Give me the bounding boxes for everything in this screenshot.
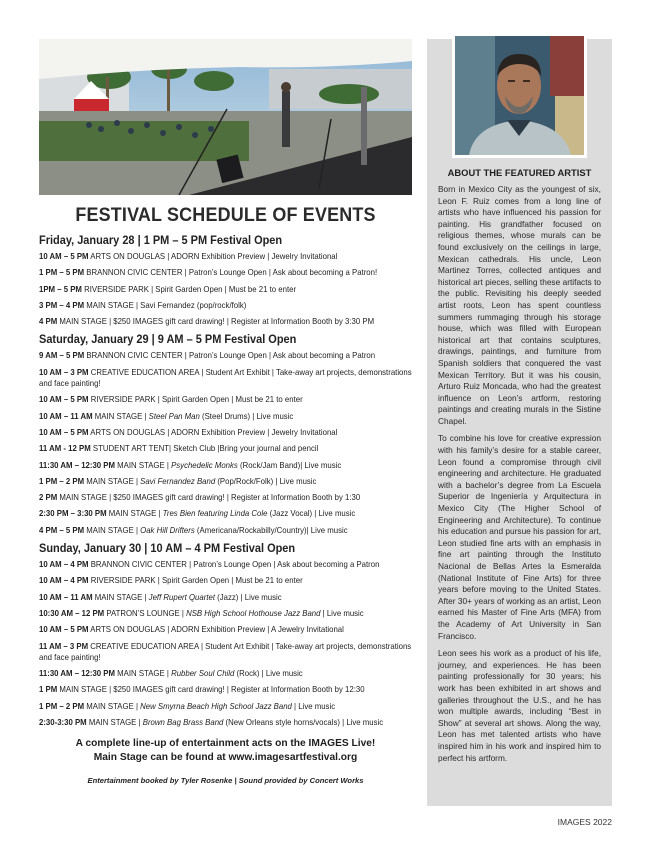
day-heading: Sunday, January 30 | 10 AM – 4 PM Festival Open bbox=[39, 541, 296, 556]
schedule-title: FESTIVAL SCHEDULE OF EVENTS bbox=[75, 204, 376, 226]
bio-paragraph: To combine his love for creative expression with his family’s desire for a stable career, Leon found a compromise through civil engineering and architecture. He graduated with a bachelor’s degree from La Escuela Superior de Ingeniería y Arquitectura in Mexico City (The Higher School of Engineering and Architecture). To continue his education and pursue his passion for art, Leon studied fine arts with an emphasis in fine art painting through the Instituto Nacional de Bellas Artes la Esmeralda (National Institute of Fine Arts) for three years before moving to the United States. After 30+ years of working as an artist, Leon earned his Master of Fine Arts (MFA) from the Academy of Art University in San Francisco. bbox=[438, 433, 601, 641]
event-item: 10 AM – 3 PM CREATIVE EDUCATION AREA | Student Art Exhibit | Take-away art projects, demonstrations and face painting! bbox=[39, 366, 412, 389]
day-section-sunday bbox=[39, 541, 412, 728]
event-item: 10 AM – 5 PM ARTS ON DOUGLAS | ADORN Exhibition Preview | A Jewelry Invitational bbox=[39, 624, 344, 635]
event-item: 10 AM – 5 PM ARTS ON DOUGLAS | ADORN Exhibition Preview | Jewelry Invitational bbox=[39, 426, 338, 437]
bio-paragraph: Born in Mexico City as the youngest of six, Leon F. Ruiz comes from a long line of artists who have influenced his passion for painting. His grandfather focused on religious themes, whose murals can be found exclusively on the ceilings in large, Mexican cathedrals. His uncle, Leon Martinez Torres, collected antiques and historical art pieces, selling these artifacts to the public. Revisiting his deeply seeded artist roots, Leon has spent countless summers rummaging through his storage house, which was filled with European historical art that contains sculptures, drawings, paintings, and furniture from Spanish soldiers that conquered the vast Mexican Territory. But it was his cousin, Arturo Ruiz Moncada, who had the greatest influence on Leon’s artform, restoring paintings and creating murals in the Sistine Chapel. bbox=[438, 184, 601, 426]
day-heading: Friday, January 28 | 1 PM – 5 PM Festival Open bbox=[39, 233, 283, 247]
event-item: 1 PM – 2 PM MAIN STAGE | Savi Fernandez Band (Pop/Rock/Folk) | Live music bbox=[39, 475, 317, 486]
page-footer: IMAGES 2022 bbox=[557, 817, 612, 827]
event-item: 10 AM – 5 PM RIVERSIDE PARK | Spirit Garden Open | Must be 21 to enter bbox=[39, 394, 303, 405]
festival-stage-photo bbox=[39, 39, 412, 195]
about-artist-bio bbox=[438, 184, 601, 770]
event-item: 4 PM MAIN STAGE | $250 IMAGES gift card drawing! | Register at Information Booth by 3:30 PM bbox=[39, 316, 375, 327]
featured-artist-panel bbox=[427, 39, 612, 806]
event-item: 11:30 AM – 12:30 PM MAIN STAGE | Rubber Soul Child (Rock) | Live music bbox=[39, 668, 303, 679]
event-item: 10 AM – 11 AM MAIN STAGE | Steel Pan Man (Steel Drums) | Live music bbox=[39, 410, 294, 421]
lineup-promo bbox=[39, 737, 412, 765]
stage-photo-illustration bbox=[39, 39, 412, 195]
event-item: 1 PM – 5 PM BRANNON CIVIC CENTER | Patron’s Lounge Open | Ask about becoming a Patron! bbox=[39, 267, 378, 278]
event-item: 10 AM – 4 PM RIVERSIDE PARK | Spirit Garden Open | Must be 21 to enter bbox=[39, 575, 303, 586]
event-item: 3 PM – 4 PM MAIN STAGE | Savi Fernandez (pop/rock/folk) bbox=[39, 299, 247, 310]
event-item: 1 PM – 2 PM MAIN STAGE | New Smyrna Beach High School Jazz Band | Live music bbox=[39, 700, 336, 711]
event-item: 9 AM – 5 PM BRANNON CIVIC CENTER | Patron’s Lounge Open | Ask about becoming a Patron bbox=[39, 350, 376, 361]
event-item: 10 AM – 4 PM BRANNON CIVIC CENTER | Patron’s Lounge Open | Ask about becoming a Patron bbox=[39, 559, 380, 570]
event-item: 1PM – 5 PM RIVERSIDE PARK | Spirit Garden Open | Must be 21 to enter bbox=[39, 283, 297, 294]
event-item: 10:30 AM – 12 PM PATRON’S LOUNGE | NSB High School Hothouse Jazz Band | Live music bbox=[39, 607, 364, 618]
bio-paragraph: Leon sees his work as a product of his life, journey, and experiences. He has been painting professionally for 30 years; his work has been exhibited in art shows and galleries throughout the U.S., and he has won multiple awards, including “Best in Show” at several art shows. Along the way, Leon has met talented artists who have inspired him in his work and inspired him to perfect his artform. bbox=[438, 648, 601, 763]
event-item: 10 AM – 5 PM ARTS ON DOUGLAS | ADORN Exhibition Preview | Jewelry Invitational bbox=[39, 251, 338, 261]
day-section-saturday bbox=[39, 332, 412, 536]
day-section-friday bbox=[39, 233, 412, 327]
about-artist-title: ABOUT THE FEATURED ARTIST bbox=[447, 167, 592, 178]
schedule-column bbox=[39, 39, 412, 785]
promo-line-2: Main Stage can be found at www.imagesartfestival.org bbox=[93, 752, 358, 764]
artist-portrait bbox=[452, 33, 587, 158]
artist-portrait-illustration bbox=[455, 36, 584, 155]
event-item: 10 AM – 11 AM MAIN STAGE | Jeff Rupert Quartet (Jazz) | Live music bbox=[39, 591, 282, 602]
event-item: 2:30-3:30 PM MAIN STAGE | Brown Bag Brass Band (New Orleans style horns/vocals) | Live music bbox=[39, 717, 384, 728]
event-item: 2:30 PM – 3:30 PM MAIN STAGE | Tres Bien featuring Linda Cole (Jazz Vocal) | Live music bbox=[39, 508, 356, 519]
day-heading: Saturday, January 29 | 9 AM – 5 PM Festival Open bbox=[39, 332, 297, 347]
event-item: 11:30 AM – 12:30 PM MAIN STAGE | Psychedelic Monks (Rock/Jam Band)| Live music bbox=[39, 459, 342, 470]
event-item: 11 AM - 12 PM STUDENT ART TENT| Sketch Club |Bring your journal and pencil bbox=[39, 443, 319, 454]
promo-line-1: A complete line-up of entertainment acts on the IMAGES Live! bbox=[75, 738, 376, 750]
event-item: 11 AM – 3 PM CREATIVE EDUCATION AREA | Student Art Exhibit | Take-away art projects, demonstrations and face painting! bbox=[39, 640, 412, 662]
event-item: 1 PM MAIN STAGE | $250 IMAGES gift card drawing! | Register at Information Booth by 12:30 bbox=[39, 684, 365, 695]
event-item: 4 PM – 5 PM MAIN STAGE | Oak Hill Drifters (Americana/Rockabilly/Country)| Live music bbox=[39, 524, 348, 535]
entertainment-credit: Entertainment booked by Tyler Rosenke | Sound provided by Concert Works bbox=[87, 776, 364, 786]
event-item: 2 PM MAIN STAGE | $250 IMAGES gift card drawing! | Register at Information Booth by 1:30 bbox=[39, 492, 361, 503]
